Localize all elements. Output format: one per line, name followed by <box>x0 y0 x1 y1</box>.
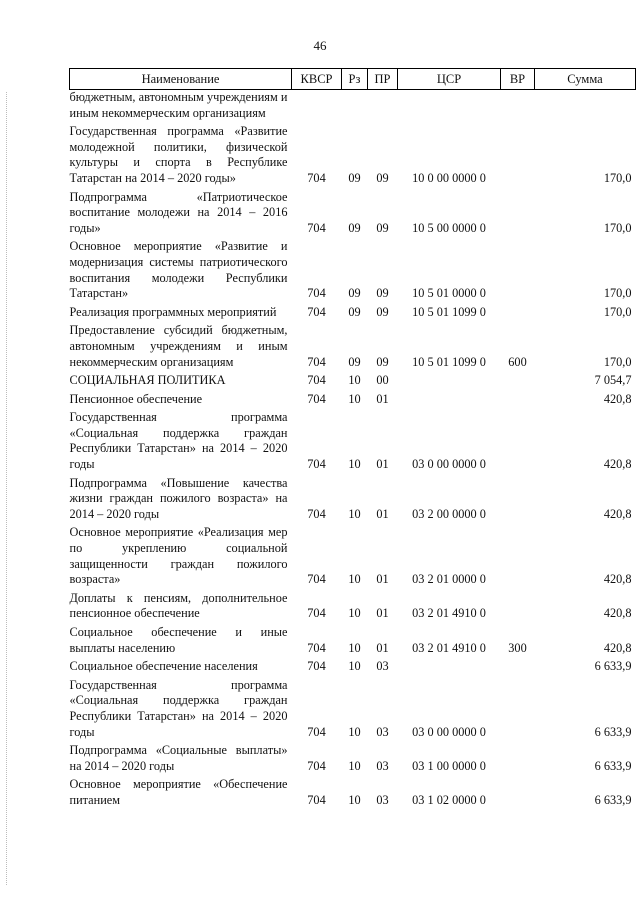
cell-name: Основное мероприятие «Обеспечение питанием <box>69 777 288 807</box>
table-row <box>70 522 636 587</box>
cell-name: Пенсионное обеспечение <box>69 391 203 406</box>
cell-pr: 01 <box>376 572 389 587</box>
table-row <box>70 370 636 389</box>
cell-rz: 10 <box>348 724 361 739</box>
cell-rz: 09 <box>348 170 361 185</box>
cell-rz <box>342 90 368 122</box>
cell-name: Подпрограмма «Повышение качества жизни граждан пожилого возраста» на 2014 – 2020 годы <box>69 475 288 521</box>
cell-name: Подпрограмма «Социальные выплаты» на 2014 – 2020 годы <box>69 743 288 773</box>
cell-vr <box>501 389 535 408</box>
cell-csr: 03 0 00 0000 0 <box>412 724 486 739</box>
cell-vr <box>501 675 535 740</box>
table-row <box>70 473 636 523</box>
cell-vr <box>501 302 535 321</box>
cell-name: Государственная программа «Социальная поддержка граждан Республики Татарстан» на 2014 – 2020 годы <box>69 410 288 472</box>
cell-sum: 6 633,9 <box>594 659 632 674</box>
cell-kvsr: 704 <box>307 659 326 674</box>
cell-pr: 09 <box>376 304 389 319</box>
cell-sum: 170,0 <box>603 170 632 185</box>
cell-name: Государственная программа «Социальная поддержка граждан Республики Татарстан» на 2014 – 2020 годы <box>69 677 288 739</box>
cell-pr: 03 <box>376 758 389 773</box>
cell-kvsr: 704 <box>307 506 326 521</box>
cell-name: Доплаты к пенсиям, дополнительное пенсионное обеспечение <box>69 590 288 621</box>
cell-pr: 09 <box>376 286 389 301</box>
header-vr: ВР <box>501 69 535 90</box>
cell-kvsr: 704 <box>307 391 326 406</box>
table-row <box>70 588 636 622</box>
cell-csr: 03 2 01 0000 0 <box>412 572 486 587</box>
cell-vr <box>501 187 535 237</box>
cell-csr: 10 5 01 1099 0 <box>412 304 486 319</box>
cell-kvsr: 704 <box>307 640 326 655</box>
cell-rz: 10 <box>348 606 361 621</box>
cell-vr <box>501 588 535 622</box>
table-row <box>70 187 636 237</box>
table-row <box>70 389 636 408</box>
cell-kvsr: 704 <box>307 758 326 773</box>
cell-pr: 03 <box>376 724 389 739</box>
cell-sum: 6 633,9 <box>594 724 632 739</box>
cell-csr: 03 2 00 0000 0 <box>412 506 486 521</box>
cell-kvsr: 704 <box>307 792 326 807</box>
cell-vr <box>501 522 535 587</box>
cell-sum: 6 633,9 <box>594 792 632 807</box>
cell-pr: 09 <box>376 220 389 235</box>
cell-csr: 10 5 01 0000 0 <box>412 286 486 301</box>
cell-rz: 10 <box>348 640 361 655</box>
cell-rz: 09 <box>348 304 361 319</box>
table-row <box>70 90 636 122</box>
cell-sum: 420,8 <box>603 391 632 406</box>
cell-csr: 03 1 00 0000 0 <box>412 758 486 773</box>
cell-vr <box>501 656 535 675</box>
cell-kvsr <box>292 90 342 122</box>
cell-name: Основное мероприятие «Развитие и модернизация системы патриотического воспитания молодежи Республики Татарстан» <box>69 239 288 301</box>
cell-sum <box>535 90 636 122</box>
cell-pr <box>368 90 398 122</box>
table-row <box>70 656 636 675</box>
cell-kvsr: 704 <box>307 572 326 587</box>
cell-sum: 170,0 <box>603 304 632 319</box>
scan-edge-line <box>6 92 7 885</box>
header-sum: Сумма <box>535 69 636 90</box>
cell-kvsr: 704 <box>307 373 326 388</box>
cell-sum: 420,8 <box>603 457 632 472</box>
cell-csr: 03 0 00 0000 0 <box>412 457 486 472</box>
cell-csr <box>398 389 501 408</box>
cell-rz: 10 <box>348 373 361 388</box>
cell-vr <box>501 407 535 472</box>
cell-csr <box>398 370 501 389</box>
cell-pr: 00 <box>376 373 389 388</box>
cell-csr <box>398 656 501 675</box>
header-pr: ПР <box>368 69 398 90</box>
cell-name: Социальное обеспечение и иные выплаты населению <box>69 625 288 655</box>
header-rz: Рз <box>342 69 368 90</box>
cell-pr: 03 <box>376 792 389 807</box>
header-csr: ЦСР <box>398 69 501 90</box>
cell-pr: 03 <box>376 659 389 674</box>
cell-csr: 03 2 01 4910 0 <box>412 640 486 655</box>
cell-kvsr: 704 <box>307 606 326 621</box>
cell-rz: 10 <box>348 659 361 674</box>
table-row <box>70 407 636 472</box>
cell-vr <box>501 370 535 389</box>
cell-kvsr: 704 <box>307 457 326 472</box>
cell-pr: 01 <box>376 606 389 621</box>
cell-sum: 170,0 <box>603 220 632 235</box>
cell-kvsr: 704 <box>307 170 326 185</box>
cell-csr: 10 0 00 0000 0 <box>412 170 486 185</box>
cell-csr: 03 2 01 4910 0 <box>412 606 486 621</box>
cell-rz: 09 <box>348 286 361 301</box>
table-row <box>70 622 636 656</box>
table-row <box>70 121 636 186</box>
cell-csr <box>398 90 501 122</box>
cell-vr <box>501 236 535 301</box>
cell-rz: 09 <box>348 354 361 369</box>
budget-table <box>69 68 636 809</box>
cell-kvsr: 704 <box>307 304 326 319</box>
cell-vr: 300 <box>508 640 527 655</box>
cell-pr: 09 <box>376 354 389 369</box>
cell-name: Предоставление субсидий бюджетным, автономным учреждениям и иным некоммерческим организациям <box>69 323 288 369</box>
cell-vr <box>501 774 535 808</box>
cell-rz: 10 <box>348 572 361 587</box>
cell-sum: 170,0 <box>603 354 632 369</box>
cell-vr <box>501 90 535 122</box>
header-kvsr: КВСР <box>292 69 342 90</box>
cell-rz: 10 <box>348 506 361 521</box>
table-row <box>70 675 636 740</box>
cell-rz: 10 <box>348 391 361 406</box>
cell-name: Подпрограмма «Патриотическое воспитание молодежи на 2014 – 2016 годы» <box>69 189 288 235</box>
cell-pr: 01 <box>376 506 389 521</box>
cell-name: Основное мероприятие «Реализация мер по укреплению социальной защищенности граждан пожилого возраста» <box>69 525 288 587</box>
cell-sum: 420,8 <box>603 506 632 521</box>
cell-sum: 6 633,9 <box>594 758 632 773</box>
cell-name: СОЦИАЛЬНАЯ ПОЛИТИКА <box>69 373 226 388</box>
table-row <box>70 320 636 370</box>
table-row <box>70 236 636 301</box>
cell-sum: 7 054,7 <box>594 373 632 388</box>
cell-vr: 600 <box>508 354 527 369</box>
cell-name: Государственная программа «Развитие молодежной политики, физической культуры и спорта в Республике Татарстан на 2014 – 2020 годы» <box>69 124 288 185</box>
cell-vr <box>501 121 535 186</box>
cell-rz: 09 <box>348 220 361 235</box>
cell-rz: 10 <box>348 457 361 472</box>
cell-pr: 01 <box>376 391 389 406</box>
cell-kvsr: 704 <box>307 286 326 301</box>
cell-pr: 09 <box>376 170 389 185</box>
cell-name: бюджетным, автономным учреждениям и иным некоммерческим организациям <box>69 90 288 120</box>
cell-kvsr: 704 <box>307 220 326 235</box>
cell-sum: 420,8 <box>603 606 632 621</box>
cell-name: Социальное обеспечение населения <box>69 659 258 674</box>
cell-sum: 420,8 <box>603 572 632 587</box>
cell-rz: 10 <box>348 792 361 807</box>
table-row <box>70 302 636 321</box>
cell-csr: 10 5 00 0000 0 <box>412 220 486 235</box>
cell-rz: 10 <box>348 758 361 773</box>
page-number: 46 <box>313 38 327 53</box>
cell-csr: 10 5 01 1099 0 <box>412 354 486 369</box>
cell-name: Реализация программных мероприятий <box>69 304 277 319</box>
header-name: Наименование <box>70 69 292 90</box>
cell-sum: 170,0 <box>603 286 632 301</box>
table-row <box>70 740 636 774</box>
cell-pr: 01 <box>376 457 389 472</box>
cell-kvsr: 704 <box>307 354 326 369</box>
cell-kvsr: 704 <box>307 724 326 739</box>
table-body <box>70 90 636 809</box>
cell-sum: 420,8 <box>603 640 632 655</box>
cell-pr: 01 <box>376 640 389 655</box>
table-header-row <box>70 69 636 90</box>
cell-vr <box>501 740 535 774</box>
table-row <box>70 774 636 808</box>
cell-vr <box>501 473 535 523</box>
cell-csr: 03 1 02 0000 0 <box>412 792 486 807</box>
